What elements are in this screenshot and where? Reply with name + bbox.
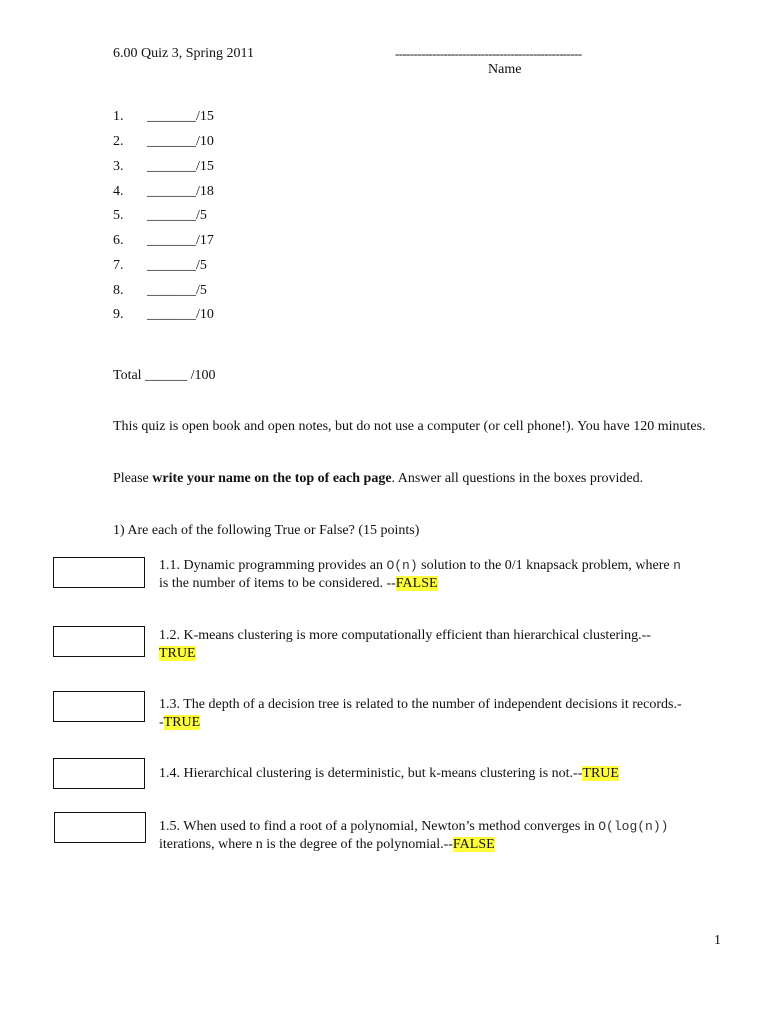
score-blank: _______/10 [147,134,214,149]
answer-highlight: TRUE [159,646,196,661]
question-text: 1.1. Dynamic programming provides an [159,558,387,573]
score-number: 9. [113,307,124,322]
name-label: Name [488,62,522,77]
answer-box-1-1[interactable] [53,557,145,588]
score-number: 8. [113,283,124,298]
score-number: 1. [113,109,124,124]
answer-box-1-5[interactable] [54,812,146,843]
instructions-paragraph: This quiz is open book and open notes, but do not use a computer (or cell phone!). You have 120 minutes. [113,419,706,434]
code-text: O(log(n)) [598,819,669,834]
score-number: 4. [113,184,124,199]
question-1-5 [159,818,729,854]
answer-highlight: FALSE [395,576,438,591]
instructions-name-paragraph [113,470,733,488]
question-text: 1.2. K-means clustering is more computationally efficient than hierarchical clustering.-- [159,628,651,643]
question-text: 1.4. Hierarchical clustering is deterministic, but k-means clustering is not.-- [159,766,583,781]
code-text: n [673,558,681,573]
answer-highlight: TRUE [163,715,201,730]
answer-box-1-4[interactable] [53,758,145,789]
instructions-bold: write your name on the top of each page [152,471,392,486]
question-text: is the number of items to be considered. -- [159,576,396,591]
question-1-4 [159,765,729,783]
question-text: 1.5. When used to find a root of a polynomial, Newton’s method converges in [159,819,599,834]
instructions-prefix: Please [113,471,153,486]
question-1-2 [159,627,729,663]
total-score: Total ______ /100 [113,368,216,383]
score-blank: _______/5 [147,208,207,223]
code-text: O(n) [386,558,418,573]
score-number: 7. [113,258,124,273]
question-text: solution to the 0/1 knapsack problem, where [417,558,674,573]
question-text: - [159,715,164,730]
answer-box-1-3[interactable] [53,691,145,722]
score-blank: _______/18 [147,184,214,199]
name-line: -------------------------------------------------- [395,46,582,61]
answer-highlight: TRUE [582,766,619,781]
score-blank: _______/17 [147,233,214,248]
score-number: 6. [113,233,124,248]
page-number: 1 [714,933,721,948]
answer-highlight: FALSE [452,837,495,852]
score-blank: _______/15 [147,159,214,174]
score-blank: _______/10 [147,307,214,322]
question-1-heading: 1) Are each of the following True or False? (15 points) [113,523,420,538]
score-blank: _______/5 [147,283,207,298]
answer-box-1-2[interactable] [53,626,145,657]
question-1-3 [159,696,729,732]
instructions-suffix: . Answer all questions in the boxes provided. [391,471,644,486]
course-title: 6.00 Quiz 3, Spring 2011 [113,46,255,61]
question-text: 1.3. The depth of a decision tree is related to the number of independent decisions it records.- [159,697,682,712]
score-number: 2. [113,134,124,149]
question-1-1 [159,557,729,593]
question-text: iterations, where n is the degree of the polynomial.-- [159,837,453,852]
score-number: 3. [113,159,124,174]
score-number: 5. [113,208,124,223]
score-blank: _______/15 [147,109,214,124]
score-blank: _______/5 [147,258,207,273]
